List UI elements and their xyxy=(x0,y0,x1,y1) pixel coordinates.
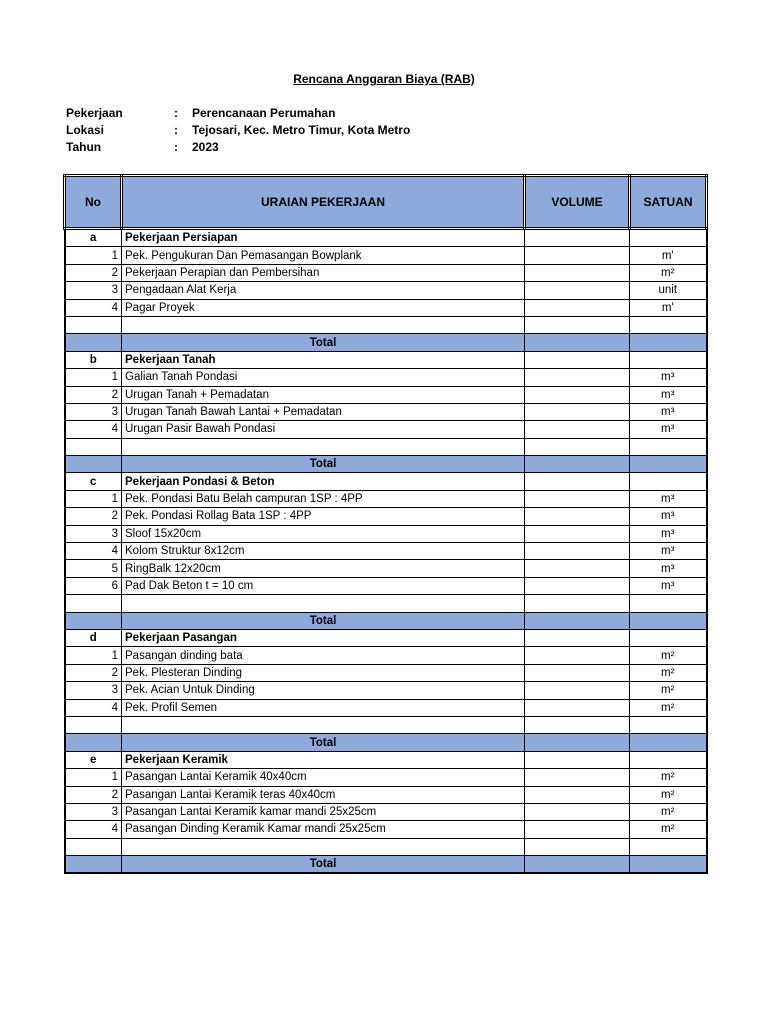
volume-cell xyxy=(525,473,630,490)
blank-cell xyxy=(65,716,122,733)
unit-cell: unit xyxy=(630,282,707,299)
unit-cell: m² xyxy=(630,699,707,716)
table-row xyxy=(65,369,707,386)
section-code: a xyxy=(65,229,122,247)
blank-cell xyxy=(65,838,122,855)
item-description: Pagar Proyek xyxy=(122,299,525,316)
rab-table xyxy=(63,174,708,874)
unit-cell xyxy=(630,351,707,368)
unit-cell xyxy=(630,629,707,646)
volume-cell xyxy=(525,751,630,768)
total-label: Total xyxy=(122,734,525,751)
info-key: Tahun xyxy=(66,140,102,154)
blank-cell xyxy=(65,316,122,333)
blank-cell xyxy=(122,316,525,333)
table-row xyxy=(65,803,707,820)
header-satuan: SATUAN xyxy=(630,176,707,229)
total-volume-cell xyxy=(525,456,630,473)
unit-cell: m³ xyxy=(630,560,707,577)
blank-row xyxy=(65,716,707,733)
item-number: 4 xyxy=(65,821,122,838)
blank-row xyxy=(65,595,707,612)
total-label: Total xyxy=(122,612,525,629)
table-header-row xyxy=(65,176,707,229)
item-number: 4 xyxy=(65,699,122,716)
volume-cell xyxy=(525,699,630,716)
table-row xyxy=(65,682,707,699)
total-blank-cell xyxy=(65,456,122,473)
table-row xyxy=(65,490,707,507)
info-separator: : xyxy=(174,140,178,154)
total-volume-cell xyxy=(525,734,630,751)
unit-cell: m' xyxy=(630,299,707,316)
section-name: Pekerjaan Persiapan xyxy=(122,229,525,247)
volume-cell xyxy=(525,647,630,664)
item-description: Urugan Pasir Bawah Pondasi xyxy=(122,421,525,438)
section-row xyxy=(65,473,707,490)
section-name: Pekerjaan Keramik xyxy=(122,751,525,768)
item-number: 4 xyxy=(65,543,122,560)
total-blank-cell xyxy=(65,334,122,351)
item-number: 4 xyxy=(65,299,122,316)
item-number: 3 xyxy=(65,525,122,542)
item-description: Pasangan dinding bata xyxy=(122,647,525,664)
item-description: Kolom Struktur 8x12cm xyxy=(122,543,525,560)
item-description: Urugan Tanah + Pemadatan xyxy=(122,386,525,403)
total-unit-cell xyxy=(630,612,707,629)
item-description: Pek. Acian Untuk Dinding xyxy=(122,682,525,699)
unit-cell: m² xyxy=(630,682,707,699)
unit-cell: m³ xyxy=(630,386,707,403)
item-description: Sloof 15x20cm xyxy=(122,525,525,542)
table-row xyxy=(65,560,707,577)
item-number: 2 xyxy=(65,264,122,281)
unit-cell xyxy=(630,473,707,490)
item-description: Pek. Pengukuran Dan Pemasangan Bowplank xyxy=(122,247,525,264)
table-row xyxy=(65,769,707,786)
section-name: Pekerjaan Tanah xyxy=(122,351,525,368)
table-row xyxy=(65,421,707,438)
total-volume-cell xyxy=(525,856,630,874)
unit-cell: m² xyxy=(630,821,707,838)
volume-cell xyxy=(525,403,630,420)
blank-cell xyxy=(65,438,122,455)
info-value: 2023 xyxy=(192,140,219,154)
section-code: c xyxy=(65,473,122,490)
volume-cell xyxy=(525,629,630,646)
table-body xyxy=(65,229,707,874)
total-label: Total xyxy=(122,456,525,473)
volume-cell xyxy=(525,786,630,803)
volume-cell xyxy=(525,560,630,577)
section-row xyxy=(65,751,707,768)
unit-cell: m³ xyxy=(630,508,707,525)
table-row xyxy=(65,647,707,664)
volume-cell xyxy=(525,803,630,820)
total-row xyxy=(65,856,707,874)
volume-cell xyxy=(525,282,630,299)
unit-cell: m³ xyxy=(630,525,707,542)
volume-cell xyxy=(525,490,630,507)
blank-cell xyxy=(525,438,630,455)
info-separator: : xyxy=(174,106,178,120)
item-description: Pasangan Lantai Keramik kamar mandi 25x25cm xyxy=(122,803,525,820)
section-name: Pekerjaan Pondasi & Beton xyxy=(122,473,525,490)
item-number: 3 xyxy=(65,403,122,420)
volume-cell xyxy=(525,664,630,681)
volume-cell xyxy=(525,229,630,247)
item-description: Pekerjaan Perapian dan Pembersihan xyxy=(122,264,525,281)
document-title: Rencana Anggaran Biaya (RAB) xyxy=(293,72,475,86)
item-description: Galian Tanah Pondasi xyxy=(122,369,525,386)
item-number: 3 xyxy=(65,682,122,699)
unit-cell: m² xyxy=(630,803,707,820)
unit-cell: m² xyxy=(630,769,707,786)
volume-cell xyxy=(525,577,630,594)
blank-cell xyxy=(122,595,525,612)
volume-cell xyxy=(525,351,630,368)
blank-cell xyxy=(525,595,630,612)
unit-cell: m³ xyxy=(630,490,707,507)
table-row xyxy=(65,786,707,803)
item-number: 2 xyxy=(65,386,122,403)
unit-cell: m³ xyxy=(630,577,707,594)
volume-cell xyxy=(525,421,630,438)
item-number: 2 xyxy=(65,508,122,525)
item-number: 1 xyxy=(65,247,122,264)
table-row xyxy=(65,577,707,594)
total-row xyxy=(65,734,707,751)
info-value: Perencanaan Perumahan xyxy=(192,106,336,120)
blank-cell xyxy=(630,438,707,455)
blank-cell xyxy=(525,716,630,733)
table-row xyxy=(65,543,707,560)
info-value: Tejosari, Kec. Metro Timur, Kota Metro xyxy=(192,123,411,137)
item-number: 2 xyxy=(65,786,122,803)
total-unit-cell xyxy=(630,734,707,751)
blank-cell xyxy=(630,595,707,612)
unit-cell xyxy=(630,229,707,247)
item-description: RingBalk 12x20cm xyxy=(122,560,525,577)
total-row xyxy=(65,612,707,629)
table-row xyxy=(65,282,707,299)
volume-cell xyxy=(525,264,630,281)
table-row xyxy=(65,664,707,681)
total-label: Total xyxy=(122,334,525,351)
blank-cell xyxy=(630,716,707,733)
volume-cell xyxy=(525,369,630,386)
total-row xyxy=(65,456,707,473)
total-blank-cell xyxy=(65,734,122,751)
item-description: Pek. Pondasi Batu Belah campuran 1SP : 4PP xyxy=(122,490,525,507)
item-description: Pek. Profil Semen xyxy=(122,699,525,716)
table-row xyxy=(65,247,707,264)
header-no: No xyxy=(65,176,122,229)
section-row xyxy=(65,229,707,247)
item-description: Pasangan Lantai Keramik 40x40cm xyxy=(122,769,525,786)
item-number: 5 xyxy=(65,560,122,577)
volume-cell xyxy=(525,525,630,542)
unit-cell: m³ xyxy=(630,421,707,438)
total-blank-cell xyxy=(65,612,122,629)
unit-cell: m³ xyxy=(630,369,707,386)
volume-cell xyxy=(525,769,630,786)
blank-row xyxy=(65,838,707,855)
header-uraian: URAIAN PEKERJAAN xyxy=(122,176,525,229)
unit-cell: m³ xyxy=(630,543,707,560)
item-number: 3 xyxy=(65,803,122,820)
section-code: b xyxy=(65,351,122,368)
item-number: 1 xyxy=(65,647,122,664)
item-number: 1 xyxy=(65,369,122,386)
table-row xyxy=(65,403,707,420)
volume-cell xyxy=(525,386,630,403)
section-row xyxy=(65,629,707,646)
unit-cell xyxy=(630,751,707,768)
total-volume-cell xyxy=(525,612,630,629)
section-name: Pekerjaan Pasangan xyxy=(122,629,525,646)
section-code: e xyxy=(65,751,122,768)
blank-row xyxy=(65,438,707,455)
item-number: 1 xyxy=(65,769,122,786)
item-number: 3 xyxy=(65,282,122,299)
item-description: Pek. Pondasi Rollag Bata 1SP : 4PP xyxy=(122,508,525,525)
unit-cell: m² xyxy=(630,264,707,281)
table-row xyxy=(65,264,707,281)
blank-cell xyxy=(122,438,525,455)
item-description: Pengadaan Alat Kerja xyxy=(122,282,525,299)
info-key: Lokasi xyxy=(66,123,105,137)
volume-cell xyxy=(525,682,630,699)
blank-row xyxy=(65,316,707,333)
table-row xyxy=(65,299,707,316)
section-code: d xyxy=(65,629,122,646)
unit-cell: m² xyxy=(630,647,707,664)
total-unit-cell xyxy=(630,334,707,351)
item-description: Urugan Tanah Bawah Lantai + Pemadatan xyxy=(122,403,525,420)
volume-cell xyxy=(525,821,630,838)
blank-cell xyxy=(122,716,525,733)
item-description: Pasangan Lantai Keramik teras 40x40cm xyxy=(122,786,525,803)
item-description: Pasangan Dinding Keramik Kamar mandi 25x25cm xyxy=(122,821,525,838)
unit-cell: m² xyxy=(630,664,707,681)
unit-cell: m³ xyxy=(630,403,707,420)
item-number: 1 xyxy=(65,490,122,507)
total-unit-cell xyxy=(630,456,707,473)
unit-cell: m' xyxy=(630,247,707,264)
total-volume-cell xyxy=(525,334,630,351)
volume-cell xyxy=(525,299,630,316)
section-row xyxy=(65,351,707,368)
blank-cell xyxy=(630,838,707,855)
total-unit-cell xyxy=(630,856,707,874)
unit-cell: m² xyxy=(630,786,707,803)
table-row xyxy=(65,525,707,542)
table-row xyxy=(65,508,707,525)
volume-cell xyxy=(525,543,630,560)
info-separator: : xyxy=(174,123,178,137)
total-label: Total xyxy=(122,856,525,874)
table-row xyxy=(65,386,707,403)
blank-cell xyxy=(630,316,707,333)
info-key: Pekerjaan xyxy=(66,106,123,120)
header-volume: VOLUME xyxy=(525,176,630,229)
item-number: 2 xyxy=(65,664,122,681)
table-row xyxy=(65,699,707,716)
item-description: Pad Dak Beton t = 10 cm xyxy=(122,577,525,594)
blank-cell xyxy=(525,838,630,855)
total-row xyxy=(65,334,707,351)
volume-cell xyxy=(525,247,630,264)
item-number: 4 xyxy=(65,421,122,438)
table-row xyxy=(65,821,707,838)
blank-cell xyxy=(122,838,525,855)
blank-cell xyxy=(525,316,630,333)
item-description: Pek. Plesteran Dinding xyxy=(122,664,525,681)
item-number: 6 xyxy=(65,577,122,594)
volume-cell xyxy=(525,508,630,525)
blank-cell xyxy=(65,595,122,612)
total-blank-cell xyxy=(65,856,122,874)
